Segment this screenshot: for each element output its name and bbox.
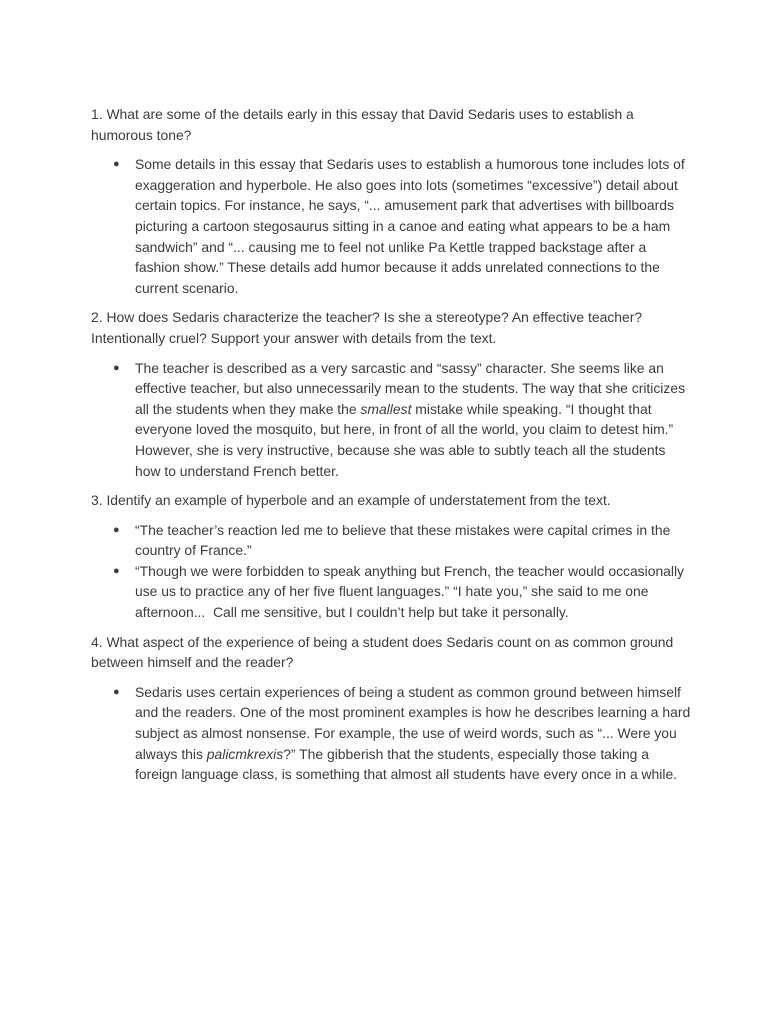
answer-item bbox=[91, 682, 695, 785]
answer-item bbox=[91, 154, 691, 298]
answer-list bbox=[91, 358, 691, 482]
answer-text: mistake while speaking. “I thought that everyone loved the mosquito, but here, in front of all the world, you claim to detest him.” However, she is very instructive, because she was able to subtly teach all the students how to understand French better. bbox=[135, 400, 678, 479]
answer-item bbox=[91, 561, 691, 623]
bullet-icon: ● bbox=[113, 685, 120, 698]
bullet-icon: ● bbox=[113, 564, 120, 577]
answer-text: “The teacher’s reaction led me to believe that these mistakes were capital crimes in the country of France.” bbox=[135, 521, 675, 559]
answer-text: Some details in this essay that Sedaris uses to establish a humorous tone includes lots of exaggeration and hyperbole. He also goes into lots (sometimes “excessive”) detail about certain topics. For instance, he says, “... amusement park that advertises with billboards picturing a cartoon stegosaurus sitting in a canoe and eating what appears to be a ham sandwich” and “... causing me to feel not unlike Pa Kettle trapped backstage after a fashion show.” These details add humor because it adds unrelated connections to the current scenario. bbox=[135, 156, 689, 296]
answer-list bbox=[91, 682, 695, 785]
answer-text: The teacher is described as a very sarcastic and “sassy” character. She seems like an effective teacher, but also unnecessarily mean to the students. The way that she criticizes all the students when they make the bbox=[135, 359, 689, 417]
question-text: 1. What are some of the details early in this essay that David Sedaris uses to establish a humorous tone? bbox=[91, 106, 634, 143]
answer-list bbox=[91, 154, 691, 298]
answer-text: ?” The gibberish that the students, especially those taking a foreign language class, is something that almost all students have every once in a while. bbox=[135, 745, 678, 783]
document-body bbox=[91, 104, 695, 794]
answer-list bbox=[91, 520, 691, 623]
question-text: 2. How does Sedaris characterize the teacher? Is she a stereotype? An effective teacher? Intentionally cruel? Support your answer with details from the text. bbox=[91, 309, 643, 346]
answer-text: “Though we were forbidden to speak anything but French, the teacher would occasionally use us to practice any of her five fluent languages.” “I hate you,” she said to me one afternoon... Call me sensitive, but I couldn’t help but take it personally. bbox=[135, 562, 688, 621]
question-text: 4. What aspect of the experience of being a student does Sedaris count on as common ground between himself and the reader? bbox=[91, 633, 674, 671]
bullet-icon: ● bbox=[113, 158, 120, 171]
bullet-icon: ● bbox=[113, 361, 120, 374]
answer-text: Sedaris uses certain experiences of being a student as common ground between himself and the readers. One of the most prominent examples is how he describes learning a hard subject as almost nonsense. For example, the use of weird words, such as “... Were you always this bbox=[135, 683, 695, 762]
italic-text: smallest bbox=[360, 400, 412, 417]
question-text: 3. Identify an example of hyperbole and an example of understatement from the text. bbox=[91, 492, 611, 509]
answer-item bbox=[91, 358, 691, 482]
bullet-icon: ● bbox=[113, 523, 120, 536]
italic-text: palicmkrexis bbox=[206, 745, 284, 762]
answer-item bbox=[91, 520, 691, 561]
